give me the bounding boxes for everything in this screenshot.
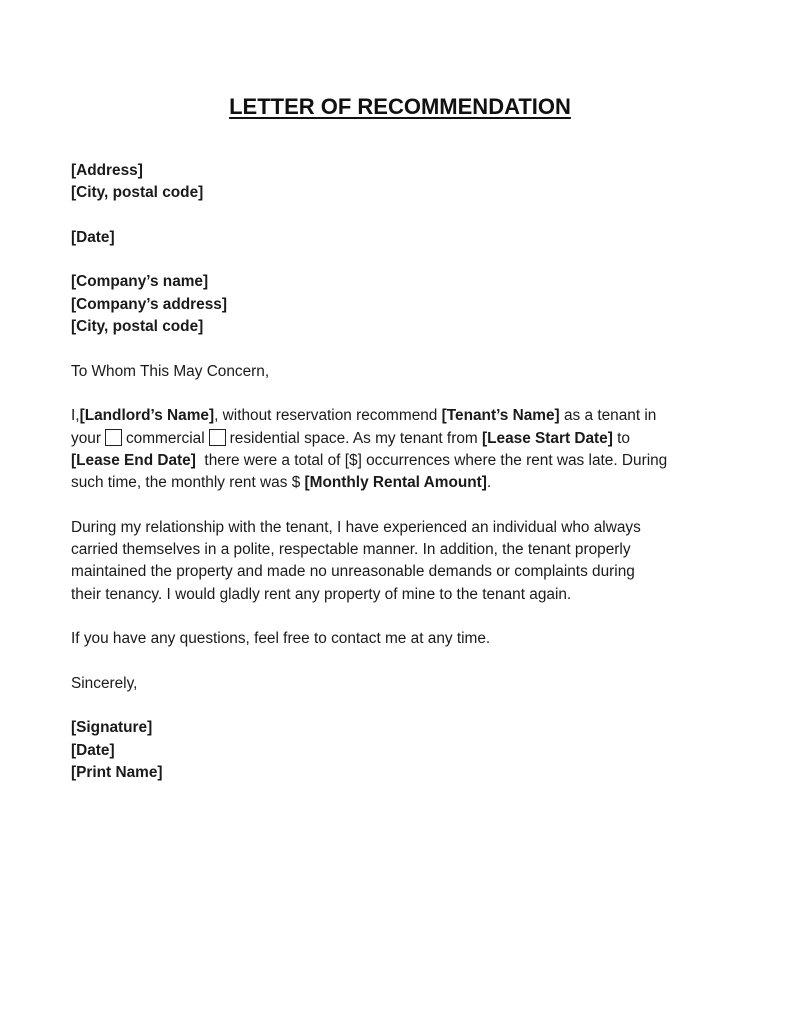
paragraph-tenant-details: [71, 405, 741, 494]
paragraph2-line2: carried themselves in a polite, respectable manner. In addition, the tenant properly: [71, 541, 631, 559]
paragraph2-line3: maintained the property and made no unreasonable demands or complaints during: [71, 563, 635, 581]
residential-checkbox[interactable]: [209, 429, 226, 446]
monthly-rent-placeholder: [Monthly Rental Amount]: [304, 474, 487, 492]
paragraph1-line4: such time, the monthly rent was $ [Monthly Rental Amount].: [71, 474, 492, 492]
paragraph2-line1: During my relationship with the tenant, I have experienced an individual who always: [71, 518, 641, 536]
tenant-name-placeholder: [Tenant’s Name]: [441, 407, 560, 425]
print-name-placeholder: [Print Name]: [71, 764, 163, 782]
recipient-company-address: [Company’s address]: [71, 295, 227, 313]
recipient-city-postal: [City, postal code]: [71, 318, 204, 336]
letter-date: [Date]: [71, 228, 115, 246]
paragraph1-line3: [Lease End Date] there were a total of [$] occurrences where the rent was late. During: [71, 451, 668, 469]
landlord-name-placeholder: [Landlord’s Name]: [79, 407, 215, 425]
signature-date-placeholder: [Date]: [71, 741, 115, 759]
commercial-checkbox[interactable]: [105, 429, 122, 446]
letter-body: [71, 160, 741, 784]
recipient-company-name: [Company’s name]: [71, 273, 209, 291]
paragraph-tenant-conduct: [71, 517, 741, 606]
paragraph1-line2: your commercial residential space. As my tenant from [Lease Start Date] to: [71, 429, 630, 447]
letter-title: [0, 94, 800, 120]
sender-address: [Address]: [71, 162, 143, 179]
signature-placeholder: [Signature]: [71, 719, 153, 737]
sender-city-postal: [City, postal code]: [71, 184, 204, 202]
lease-start-placeholder: [Lease Start Date]: [482, 429, 613, 447]
letter-title-text: LETTER OF RECOMMENDATION: [229, 94, 571, 119]
paragraph2-line4: their tenancy. I would gladly rent any property of mine to the tenant again.: [71, 585, 572, 603]
salutation: To Whom This May Concern,: [71, 362, 270, 380]
paragraph-contact: If you have any questions, feel free to contact me at any time.: [71, 630, 491, 648]
paragraph1-line1: I,[Landlord’s Name], without reservation recommend [Tenant’s Name] as a tenant in: [71, 407, 657, 425]
closing: Sincerely,: [71, 674, 138, 692]
lease-end-placeholder: [Lease End Date]: [71, 451, 196, 469]
